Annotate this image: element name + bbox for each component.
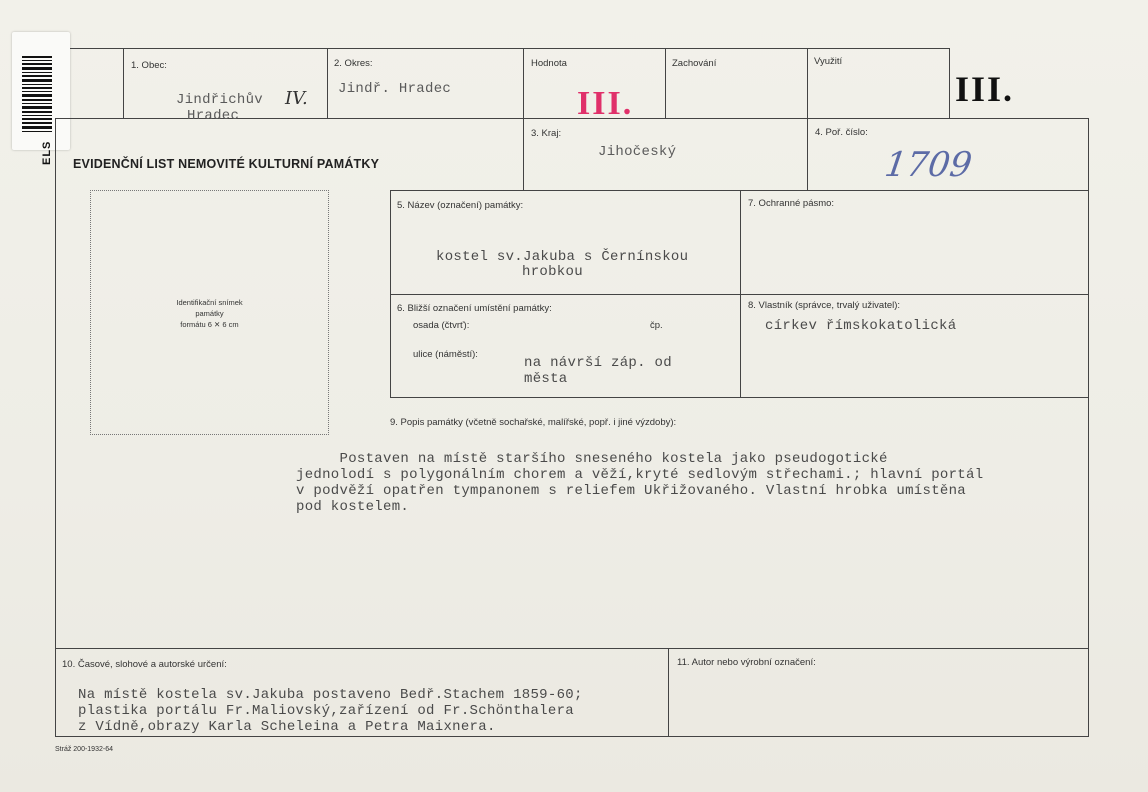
okres-value: Jindř. Hradec bbox=[338, 81, 452, 97]
casove-line-1: Na místě kostela sv.Jakuba postaveno Bedř.Stachem 1859-60; bbox=[78, 687, 583, 703]
casove-line-2: plastika portálu Fr.Maliovský,zařízení od Fr.Schönthalera bbox=[78, 703, 574, 719]
hodnota-value: III. bbox=[577, 85, 634, 122]
hodnota-label: Hodnota bbox=[531, 58, 567, 69]
photo-placeholder bbox=[90, 190, 329, 435]
popis-line-3: v podvěží opatřen tympanonem s reliefem Ukřižovaného. Vlastní hrobka umístěna bbox=[296, 483, 967, 499]
por-cislo-value: 1709 bbox=[882, 145, 975, 185]
casove-label: 10. Časové, slohové a autorské určení: bbox=[62, 659, 227, 670]
popis-line-4: pod kostelem. bbox=[296, 499, 410, 515]
zachovani-label: Zachování bbox=[672, 58, 717, 69]
vlastnik-value: církev římskokatolická bbox=[765, 318, 957, 334]
ulice-label: ulice (náměstí): bbox=[413, 349, 478, 360]
barcode-label: ELS bbox=[41, 140, 53, 165]
ulice-value-line1: na návrší záp. od bbox=[524, 355, 672, 371]
footer-code: Stráž 200-1932-64 bbox=[55, 746, 113, 753]
barcode-sticker bbox=[12, 32, 70, 165]
osada-label: osada (čtvrť): bbox=[413, 320, 470, 331]
form-title: EVIDENČNÍ LIST NEMOVITÉ KULTURNÍ PAMÁTKY bbox=[73, 157, 380, 171]
umisteni-label: 6. Bližší označení umístění památky: bbox=[397, 303, 552, 314]
photo-line2: památky bbox=[195, 309, 224, 318]
popis-line-2: jednolodí s polygonálním chorem a věží,kryté sedlovým střechami.; hlavní portál bbox=[296, 467, 984, 483]
obec-annotation: IV. bbox=[285, 88, 308, 109]
kraj-value: Jihočeský bbox=[598, 144, 677, 160]
vyuziti-label: Využití bbox=[814, 56, 843, 67]
ulice-value-line2: města bbox=[524, 371, 568, 387]
okres-label: 2. Okres: bbox=[334, 58, 373, 69]
photo-line3: formátu 6 ✕ 6 cm bbox=[180, 320, 239, 329]
nazev-value-line2: hrobkou bbox=[522, 264, 583, 280]
photo-line1: Identifikační snímek bbox=[176, 298, 243, 307]
por-cislo-label: 4. Poř. číslo: bbox=[815, 127, 868, 138]
vyuziti-value: III. bbox=[955, 69, 1015, 109]
casove-line-3: z Vídně,obrazy Karla Scheleina a Petra Maixnera. bbox=[78, 719, 496, 735]
autor-label: 11. Autor nebo výrobní označení: bbox=[677, 657, 816, 668]
nazev-value-line1: kostel sv.Jakuba s Černínskou bbox=[436, 249, 689, 265]
popis-line-1: Postaven na místě staršího sneseného kostela jako pseudogotické bbox=[296, 451, 888, 467]
obec-label: 1. Obec: bbox=[131, 60, 167, 71]
kraj-label: 3. Kraj: bbox=[531, 128, 562, 139]
cp-label: čp. bbox=[650, 320, 663, 331]
nazev-label: 5. Název (označení) památky: bbox=[397, 200, 524, 211]
barcode-icon bbox=[22, 56, 52, 134]
vlastnik-label: 8. Vlastník (správce, trvalý uživatel): bbox=[748, 300, 901, 311]
ochranne-pasmo-label: 7. Ochranné pásmo: bbox=[748, 198, 835, 209]
obec-value-line2: Hradec bbox=[187, 108, 240, 124]
obec-value-line1: Jindřichův bbox=[176, 92, 264, 108]
popis-label: 9. Popis památky (včetně sochařské, malířské, popř. i jiné výzdoby): bbox=[390, 417, 677, 428]
